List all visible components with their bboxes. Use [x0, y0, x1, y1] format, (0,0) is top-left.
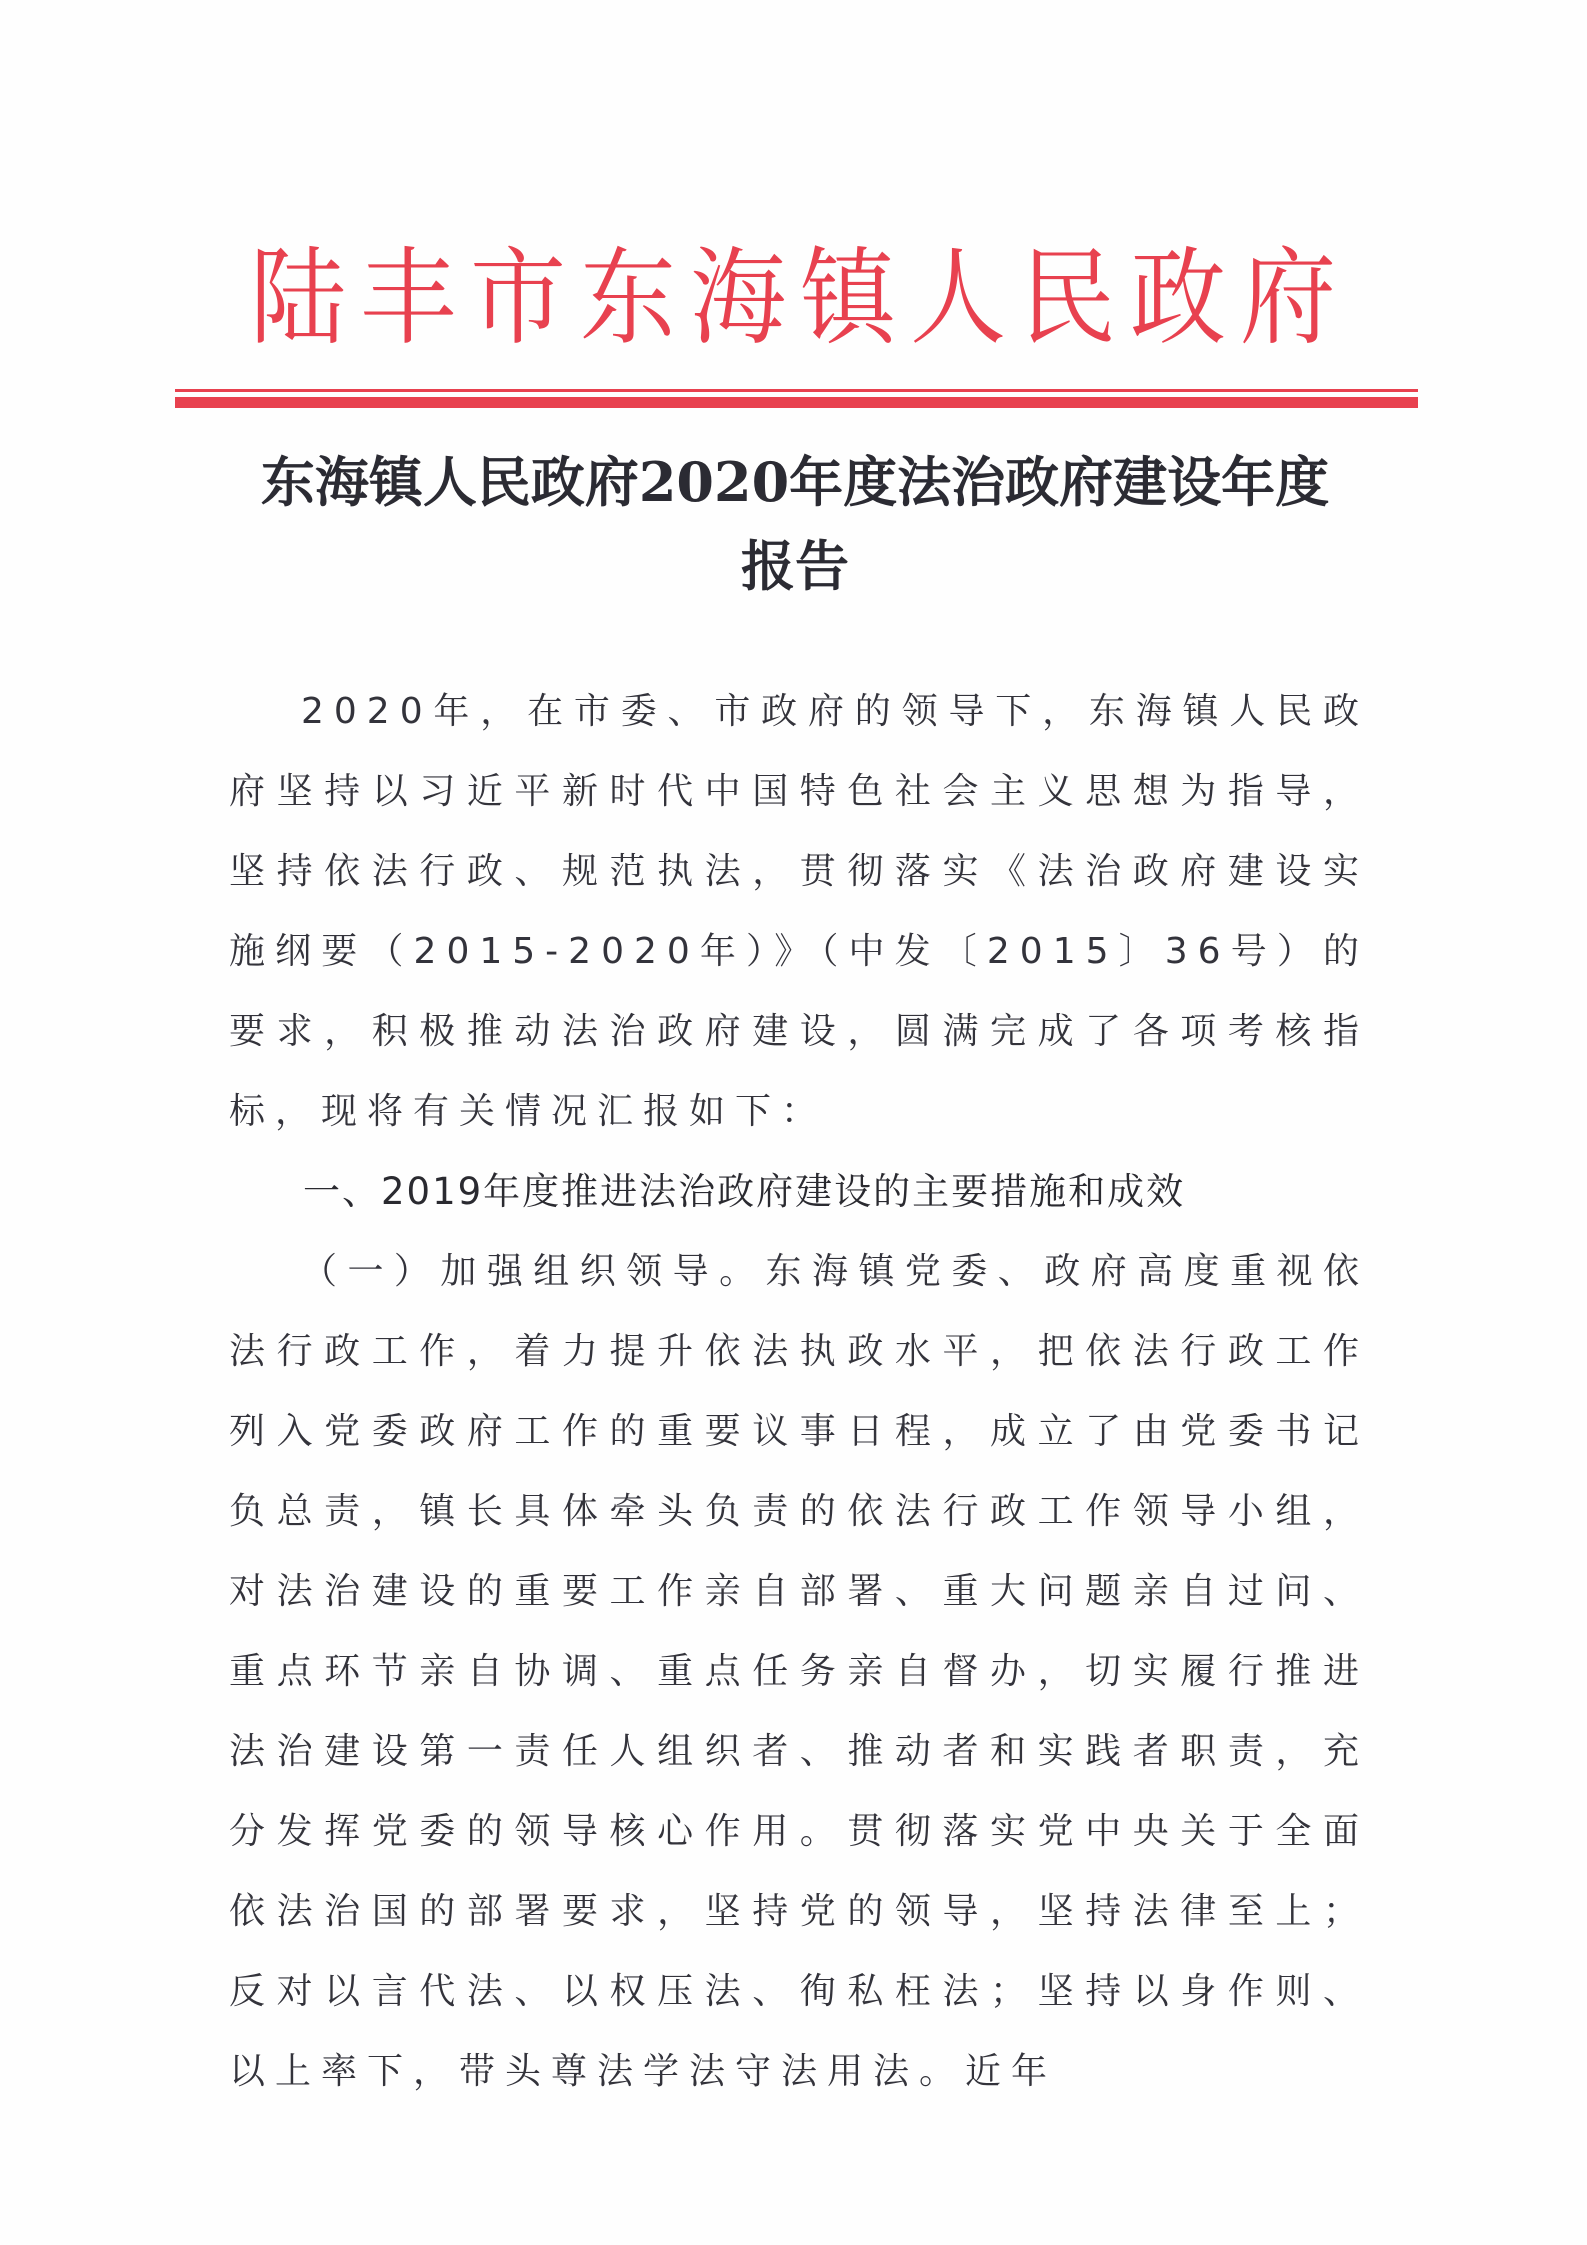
- document-title-line-2: 报告: [741, 534, 849, 598]
- letterhead-thin-rule: [175, 389, 1418, 392]
- intro-paragraph: 2020年，在市委、市政府的领导下，东海镇人民政府坚持以习近平新时代中国特色社会主义思想为指导，坚持依法行政、规范执法，贯彻落实《法治政府建设实施纲要（2015-2020年）》（中发〔2015〕36号）的要求，积极推动法治政府建设，圆满完成了各项考核指标，现将有关情况汇报如下：: [229, 691, 1369, 1132]
- letterhead-thick-rule: [175, 397, 1418, 408]
- document-title-line-1: 东海镇人民政府2020年度法治政府建设年度: [260, 450, 1330, 514]
- subsection-paragraph: （一）加强组织领导。东海镇党委、政府高度重视依法行政工作，着力提升依法执政水平，把依法行政工作列入党委政府工作的重要议事日程，成立了由党委书记负总责，镇长具体牵头负责的依法行政工作领导小组，对法治建设的重要工作亲自部署、重大问题亲自过问、重点环节亲自协调、重点任务亲自督办，切实履行推进法治建设第一责任人组织者、推动者和实践者职责，充分发挥党委的领导核心作用。贯彻落实党中央关于全面依法治国的部署要求，坚持党的领导，坚持法律至上；反对以言代法、以权压法、徇私枉法；坚持以身作则、以上率下，带头尊法学法守法用法。近年: [229, 1251, 1369, 2092]
- letterhead-issuer: 陆丰市东海镇人民政府: [250, 236, 1350, 360]
- document-body: [229, 672, 1369, 2112]
- section-heading: 一、2019年度推进法治政府建设的主要措施和成效: [303, 1170, 1186, 1213]
- document-title: [200, 440, 1390, 608]
